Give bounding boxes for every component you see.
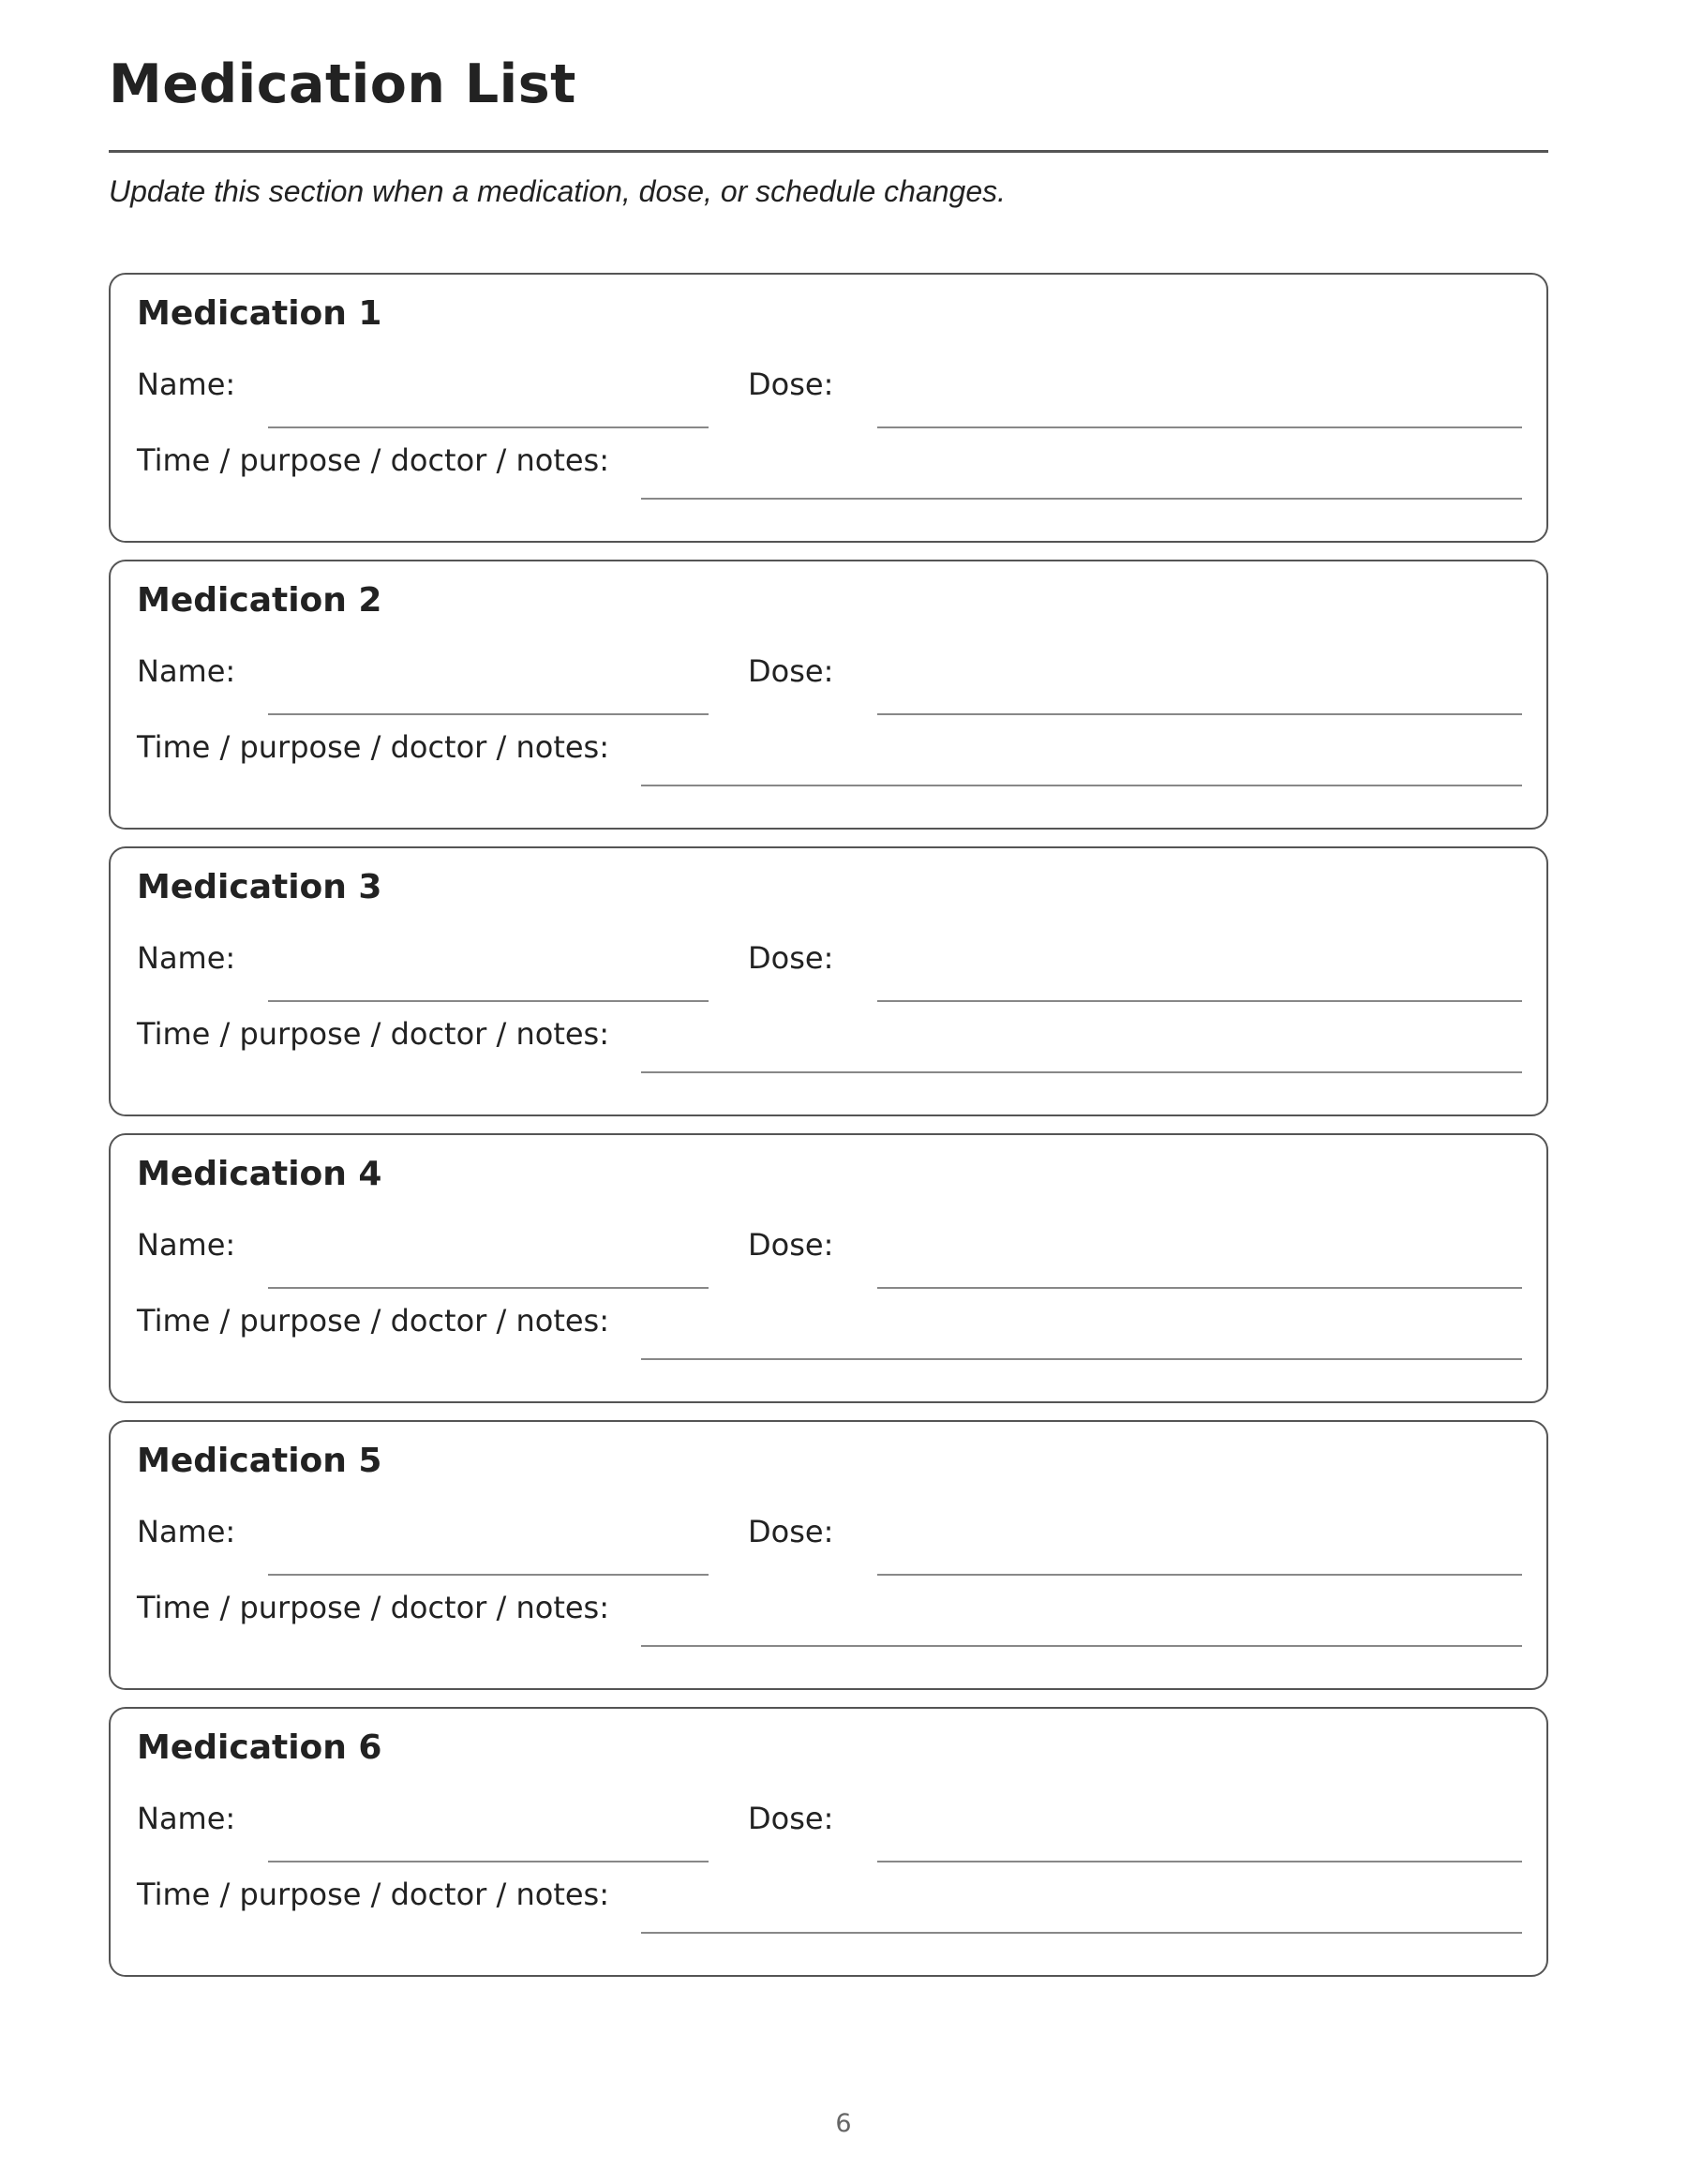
medication-card-3 — [109, 846, 1548, 1116]
name-label: Name: — [137, 653, 236, 689]
medication-card-title: Medication 2 — [137, 581, 382, 620]
name-label: Name: — [137, 940, 236, 976]
notes-label: Time / purpose / doctor / notes: — [137, 729, 609, 765]
title-divider — [109, 150, 1548, 153]
dose-field[interactable] — [877, 1574, 1522, 1576]
notes-label: Time / purpose / doctor / notes: — [137, 1016, 609, 1052]
page-title: Medication List — [109, 53, 576, 115]
name-label: Name: — [137, 1227, 236, 1263]
notes-label: Time / purpose / doctor / notes: — [137, 1590, 609, 1625]
name-label: Name: — [137, 1514, 236, 1549]
page-subtitle: Update this section when a medication, dose, or schedule changes. — [109, 174, 1007, 208]
dose-label: Dose: — [748, 366, 834, 402]
name-field[interactable] — [268, 1000, 709, 1002]
dose-field[interactable] — [877, 426, 1522, 428]
dose-field[interactable] — [877, 1287, 1522, 1289]
medication-card-1 — [109, 273, 1548, 543]
notes-field[interactable] — [641, 498, 1522, 500]
name-field[interactable] — [268, 1287, 709, 1289]
dose-label: Dose: — [748, 1227, 834, 1263]
page-number: 6 — [835, 2109, 852, 2138]
name-field[interactable] — [268, 426, 709, 428]
medication-card-title: Medication 3 — [137, 868, 382, 906]
medication-card-5 — [109, 1420, 1548, 1690]
notes-label: Time / purpose / doctor / notes: — [137, 442, 609, 478]
name-label: Name: — [137, 1801, 236, 1836]
dose-label: Dose: — [748, 940, 834, 976]
medication-card-title: Medication 6 — [137, 1728, 382, 1767]
name-label: Name: — [137, 366, 236, 402]
notes-field[interactable] — [641, 785, 1522, 786]
name-field[interactable] — [268, 1861, 709, 1862]
notes-field[interactable] — [641, 1071, 1522, 1073]
medication-card-2 — [109, 560, 1548, 830]
medication-card-6 — [109, 1707, 1548, 1977]
notes-label: Time / purpose / doctor / notes: — [137, 1877, 609, 1912]
medication-card-title: Medication 4 — [137, 1155, 382, 1193]
medication-card-title: Medication 1 — [137, 294, 382, 333]
dose-field[interactable] — [877, 1000, 1522, 1002]
dose-field[interactable] — [877, 1861, 1522, 1862]
medication-card-4 — [109, 1133, 1548, 1403]
dose-label: Dose: — [748, 1801, 834, 1836]
notes-field[interactable] — [641, 1932, 1522, 1934]
medication-card-title: Medication 5 — [137, 1442, 382, 1480]
dose-field[interactable] — [877, 713, 1522, 715]
notes-field[interactable] — [641, 1358, 1522, 1360]
notes-label: Time / purpose / doctor / notes: — [137, 1303, 609, 1339]
dose-label: Dose: — [748, 1514, 834, 1549]
name-field[interactable] — [268, 713, 709, 715]
name-field[interactable] — [268, 1574, 709, 1576]
dose-label: Dose: — [748, 653, 834, 689]
notes-field[interactable] — [641, 1645, 1522, 1647]
